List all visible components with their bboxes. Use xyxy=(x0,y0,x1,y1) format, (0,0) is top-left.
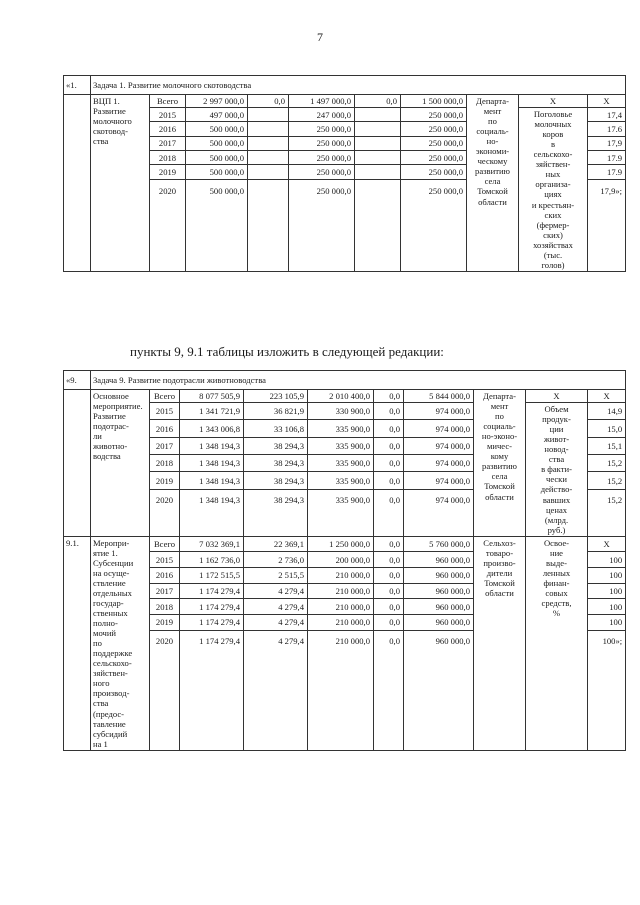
local-cell: 0,0 xyxy=(374,552,404,568)
federal-cell: 38 294,3 xyxy=(244,437,308,454)
indicator-value: 100 xyxy=(588,614,626,630)
program-table-task-1 xyxy=(63,75,626,272)
extrabudget-cell: 5 760 000,0 xyxy=(404,536,474,552)
indicator-value: 15,2 xyxy=(588,455,626,472)
regional-cell: 200 000,0 xyxy=(308,552,374,568)
federal-cell: 4 279,4 xyxy=(244,630,308,750)
local-cell: 0,0 xyxy=(374,536,404,552)
federal-cell: 223 105,9 xyxy=(244,390,308,403)
extrabudget-cell: 250 000,0 xyxy=(401,151,467,165)
total-cell: 1 162 736,0 xyxy=(180,552,244,568)
federal-cell: 4 279,4 xyxy=(244,599,308,615)
local-cell: 0,0 xyxy=(374,420,404,437)
local-cell: 0,0 xyxy=(374,390,404,403)
local-cell: 0,0 xyxy=(374,568,404,584)
year-cell: 2016 xyxy=(150,420,180,437)
activity-name: Меропри- ятие 1. Субсенции на осуще- ствление отдельных государ- ственных полно- мочий по поддержке сельскохо- зяйствен- ного производ- ства (предос- тавление субсидий на 1 xyxy=(91,536,150,750)
extrabudget-cell: 960 000,0 xyxy=(404,599,474,615)
indicator-x: X xyxy=(526,390,588,403)
year-cell: 2017 xyxy=(150,136,186,150)
extrabudget-cell: 250 000,0 xyxy=(401,122,467,136)
total-cell: 1 341 721,9 xyxy=(180,403,244,420)
indicator-value: 100 xyxy=(588,599,626,615)
federal-cell xyxy=(248,108,289,122)
total-cell: 1 348 194,3 xyxy=(180,437,244,454)
regional-cell: 335 900,0 xyxy=(308,420,374,437)
indicator-value: 17,9»; xyxy=(588,179,626,271)
federal-cell xyxy=(248,165,289,179)
year-cell: Всего xyxy=(150,390,180,403)
task-number: «1. xyxy=(64,76,91,95)
indicator-x: X xyxy=(519,95,588,108)
year-cell: 2017 xyxy=(150,583,180,599)
extrabudget-cell: 974 000,0 xyxy=(404,403,474,420)
executor-cell: Департа- мент по социаль- но- экономи- ческому развитию села Томской области xyxy=(467,95,519,272)
table-row xyxy=(64,95,626,108)
extrabudget-cell: 960 000,0 xyxy=(404,630,474,750)
task-title: Задача 1. Развитие молочного скотоводства xyxy=(91,76,626,95)
local-cell: 0,0 xyxy=(374,437,404,454)
extrabudget-cell: 960 000,0 xyxy=(404,552,474,568)
indicator-value: 17.9 xyxy=(588,151,626,165)
table-row xyxy=(64,536,626,552)
regional-cell: 210 000,0 xyxy=(308,599,374,615)
extrabudget-cell: 5 844 000,0 xyxy=(404,390,474,403)
total-cell: 1 174 279,4 xyxy=(180,630,244,750)
year-cell: 2016 xyxy=(150,568,180,584)
year-cell: 2015 xyxy=(150,108,186,122)
total-cell: 500 000,0 xyxy=(186,136,248,150)
indicator-value: 15,0 xyxy=(588,420,626,437)
extrabudget-cell: 974 000,0 xyxy=(404,437,474,454)
total-cell: 2 997 000,0 xyxy=(186,95,248,108)
total-cell: 500 000,0 xyxy=(186,122,248,136)
federal-cell: 2 736,0 xyxy=(244,552,308,568)
year-cell: Всего xyxy=(150,536,180,552)
value-x: X xyxy=(588,95,626,108)
executor-cell: Сельхоз- товаро- произво- дители Томской области xyxy=(474,536,526,750)
regional-cell: 330 900,0 xyxy=(308,403,374,420)
indicator-name: Освое- ние выде- ленных финан- совых средств, % xyxy=(526,536,588,750)
indicator-value: 17.6 xyxy=(588,122,626,136)
year-cell: 2016 xyxy=(150,122,186,136)
regional-cell: 335 900,0 xyxy=(308,437,374,454)
indicator-value: 14,9 xyxy=(588,403,626,420)
extrabudget-cell: 250 000,0 xyxy=(401,165,467,179)
year-cell: 2020 xyxy=(150,630,180,750)
regional-cell: 210 000,0 xyxy=(308,583,374,599)
year-cell: Всего xyxy=(150,95,186,108)
federal-cell: 0,0 xyxy=(248,95,289,108)
year-cell: 2018 xyxy=(150,151,186,165)
federal-cell: 22 369,1 xyxy=(244,536,308,552)
year-cell: 2019 xyxy=(150,165,186,179)
row-number: 9.1. xyxy=(64,536,91,750)
table-row xyxy=(64,390,626,403)
page-number: 7 xyxy=(317,30,323,44)
total-cell: 497 000,0 xyxy=(186,108,248,122)
regional-cell: 250 000,0 xyxy=(289,165,355,179)
federal-cell: 38 294,3 xyxy=(244,472,308,489)
year-cell: 2018 xyxy=(150,455,180,472)
total-cell: 1 172 515,5 xyxy=(180,568,244,584)
row-number xyxy=(64,95,91,272)
regional-cell: 335 900,0 xyxy=(308,455,374,472)
year-cell: 2017 xyxy=(150,437,180,454)
local-cell xyxy=(355,165,401,179)
total-cell: 1 348 194,3 xyxy=(180,489,244,536)
year-cell: 2020 xyxy=(150,489,180,536)
local-cell: 0,0 xyxy=(374,472,404,489)
indicator-value: 17,9 xyxy=(588,136,626,150)
total-cell: 1 174 279,4 xyxy=(180,614,244,630)
executor-cell: Департа- мент по социаль- но-эконо- мичес- кому развитию села Томской области xyxy=(474,390,526,537)
total-cell: 1 174 279,4 xyxy=(180,583,244,599)
total-cell: 500 000,0 xyxy=(186,179,248,271)
task-header-row xyxy=(64,371,626,390)
total-cell: 7 032 369,1 xyxy=(180,536,244,552)
federal-cell xyxy=(248,136,289,150)
federal-cell: 4 279,4 xyxy=(244,614,308,630)
total-cell: 1 343 006,8 xyxy=(180,420,244,437)
regional-cell: 2 010 400,0 xyxy=(308,390,374,403)
year-cell: 2020 xyxy=(150,179,186,271)
federal-cell xyxy=(248,122,289,136)
local-cell xyxy=(355,122,401,136)
extrabudget-cell: 974 000,0 xyxy=(404,455,474,472)
extrabudget-cell: 250 000,0 xyxy=(401,108,467,122)
total-cell: 1 348 194,3 xyxy=(180,455,244,472)
year-cell: 2019 xyxy=(150,472,180,489)
indicator-value: 15,2 xyxy=(588,489,626,536)
regional-cell: 247 000,0 xyxy=(289,108,355,122)
local-cell: 0,0 xyxy=(374,403,404,420)
federal-cell: 4 279,4 xyxy=(244,583,308,599)
task-header-row xyxy=(64,76,626,95)
indicator-value: 17.9 xyxy=(588,165,626,179)
extrabudget-cell: 974 000,0 xyxy=(404,420,474,437)
local-cell: 0,0 xyxy=(374,455,404,472)
amendment-subheading: пункты 9, 9.1 таблицы изложить в следующей редакции: xyxy=(130,344,444,359)
local-cell xyxy=(355,108,401,122)
total-cell: 500 000,0 xyxy=(186,151,248,165)
total-cell: 1 348 194,3 xyxy=(180,472,244,489)
extrabudget-cell: 250 000,0 xyxy=(401,179,467,271)
year-cell: 2015 xyxy=(150,403,180,420)
value-x: X xyxy=(588,390,626,403)
extrabudget-cell: 960 000,0 xyxy=(404,568,474,584)
local-cell: 0,0 xyxy=(355,95,401,108)
extrabudget-cell: 1 500 000,0 xyxy=(401,95,467,108)
local-cell: 0,0 xyxy=(374,614,404,630)
federal-cell: 33 106,8 xyxy=(244,420,308,437)
total-cell: 1 174 279,4 xyxy=(180,599,244,615)
regional-cell: 250 000,0 xyxy=(289,122,355,136)
federal-cell: 2 515,5 xyxy=(244,568,308,584)
activity-name: Основное мероприятие. Развитие подотрас- ли животно- водства xyxy=(91,390,150,537)
value-x: X xyxy=(588,536,626,552)
extrabudget-cell: 974 000,0 xyxy=(404,489,474,536)
regional-cell: 210 000,0 xyxy=(308,568,374,584)
local-cell: 0,0 xyxy=(374,630,404,750)
indicator-value: 100 xyxy=(588,568,626,584)
federal-cell xyxy=(248,179,289,271)
program-table-task-9 xyxy=(63,370,626,751)
indicator-name: Объем продук- ции живот- новод- ства в факти- чески действо- вавших ценах (млрд. руб.) xyxy=(526,403,588,537)
federal-cell: 38 294,3 xyxy=(244,455,308,472)
indicator-value: 15,2 xyxy=(588,472,626,489)
year-cell: 2018 xyxy=(150,599,180,615)
extrabudget-cell: 960 000,0 xyxy=(404,583,474,599)
local-cell: 0,0 xyxy=(374,599,404,615)
extrabudget-cell: 250 000,0 xyxy=(401,136,467,150)
regional-cell: 1 250 000,0 xyxy=(308,536,374,552)
row-number xyxy=(64,390,91,537)
regional-cell: 210 000,0 xyxy=(308,630,374,750)
local-cell: 0,0 xyxy=(374,583,404,599)
federal-cell xyxy=(248,151,289,165)
regional-cell: 250 000,0 xyxy=(289,179,355,271)
indicator-value: 100 xyxy=(588,583,626,599)
extrabudget-cell: 960 000,0 xyxy=(404,614,474,630)
indicator-value: 15,1 xyxy=(588,437,626,454)
regional-cell: 250 000,0 xyxy=(289,151,355,165)
indicator-value: 100»; xyxy=(588,630,626,750)
regional-cell: 250 000,0 xyxy=(289,136,355,150)
local-cell: 0,0 xyxy=(374,489,404,536)
regional-cell: 335 900,0 xyxy=(308,489,374,536)
task-number: «9. xyxy=(64,371,91,390)
task-title: Задача 9. Развитие подотрасли животноводства xyxy=(91,371,626,390)
federal-cell: 38 294,3 xyxy=(244,489,308,536)
local-cell xyxy=(355,151,401,165)
total-cell: 500 000,0 xyxy=(186,165,248,179)
extrabudget-cell: 974 000,0 xyxy=(404,472,474,489)
year-cell: 2015 xyxy=(150,552,180,568)
indicator-value: 17,4 xyxy=(588,108,626,122)
regional-cell: 335 900,0 xyxy=(308,472,374,489)
activity-name: ВЦП 1. Развитие молочного скотовод- ства xyxy=(91,95,150,272)
regional-cell: 210 000,0 xyxy=(308,614,374,630)
regional-cell: 1 497 000,0 xyxy=(289,95,355,108)
indicator-value: 100 xyxy=(588,552,626,568)
local-cell xyxy=(355,136,401,150)
federal-cell: 36 821,9 xyxy=(244,403,308,420)
indicator-name: Поголовье молочных коров в сельскохо- зяйствен- ных организа- циях и крестьян- ских (фермер- ских) хозяйствах (тыс. голов) xyxy=(519,108,588,272)
total-cell: 8 077 505,9 xyxy=(180,390,244,403)
local-cell xyxy=(355,179,401,271)
year-cell: 2019 xyxy=(150,614,180,630)
